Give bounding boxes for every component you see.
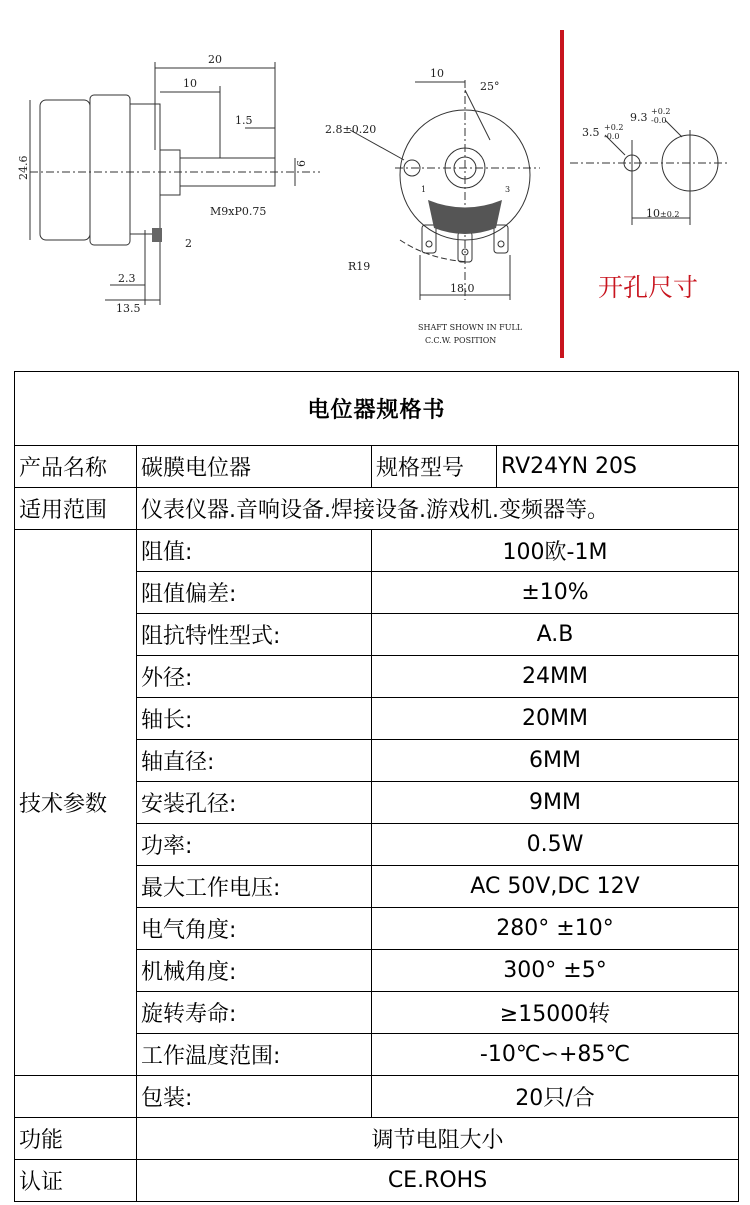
terminal-1-label: 1: [421, 185, 427, 194]
dim-flat: 1.5: [235, 114, 253, 127]
param-value: -10℃∽+85℃: [372, 1034, 739, 1076]
angle-label: 25°: [480, 80, 500, 93]
param-value: 100欧-1M: [372, 530, 739, 572]
param-value: 9MM: [372, 782, 739, 824]
param-value: 300° ±5°: [372, 950, 739, 992]
thread-label: M9xP0.75: [210, 205, 267, 218]
param-value: 24MM: [372, 656, 739, 698]
note-line1: SHAFT SHOWN IN FULL: [418, 323, 523, 332]
usage-row: [15, 488, 739, 530]
spec-title: 电位器规格书: [15, 372, 739, 446]
param-value: ±10%: [372, 572, 739, 614]
usage-label: 适用范围: [15, 488, 137, 530]
cert-row: [15, 1160, 739, 1202]
param-label: 旋转寿命:: [137, 992, 372, 1034]
param-label: 功率:: [137, 824, 372, 866]
param-label: 电气角度:: [137, 908, 372, 950]
param-label: 工作温度范围:: [137, 1034, 372, 1076]
product-name: 碳膜电位器: [137, 446, 372, 488]
param-value: 6MM: [372, 740, 739, 782]
package-empty-cell: [15, 1076, 137, 1118]
function-value: 调节电阻大小: [137, 1118, 739, 1160]
cutout-big-tol-top: +0.2: [651, 107, 671, 116]
param-value: ≥15000转: [372, 992, 739, 1034]
package-row: [15, 1076, 739, 1118]
cutout-small-dim: 3.5: [582, 126, 600, 139]
technical-drawing: [0, 0, 750, 365]
dim-shaft-dia: 6: [295, 160, 308, 167]
dim-2: 2: [185, 237, 192, 250]
terminal-3-label: 3: [505, 185, 511, 194]
cutout-small-tol-bottom: -0.0: [604, 132, 620, 141]
dim-height: 24.6: [17, 155, 30, 180]
title-row: [15, 372, 739, 446]
function-label: 功能: [15, 1118, 137, 1160]
product-name-label: 产品名称: [15, 446, 137, 488]
param-label: 阻值偏差:: [137, 572, 372, 614]
param-value: 20MM: [372, 698, 739, 740]
param-value: A.B: [372, 614, 739, 656]
dim-13-5: 13.5: [116, 302, 141, 315]
param-label: 轴直径:: [137, 740, 372, 782]
radius-label: R19: [348, 260, 371, 273]
model-value: RV24YN 20S: [497, 446, 739, 488]
resistor-track: [428, 200, 502, 234]
width-label: 18.0: [450, 282, 475, 295]
cert-label: 认证: [15, 1160, 137, 1202]
side-body-back: [40, 100, 90, 240]
param-label: 轴长:: [137, 698, 372, 740]
model-label: 规格型号: [372, 446, 497, 488]
drawing-svg: [0, 0, 750, 365]
cutout-small-tol-top: +0.2: [604, 123, 624, 132]
cutout-label: 开孔尺寸: [598, 273, 699, 302]
product-row: [15, 446, 739, 488]
param-label: 阻值:: [137, 530, 372, 572]
hole-label: 2.8±0.20: [325, 123, 377, 136]
spec-table: [14, 371, 739, 1202]
cutout-spacing-dim: 10: [646, 207, 660, 220]
param-label: 最大工作电压:: [137, 866, 372, 908]
dim-2-3: 2.3: [118, 272, 136, 285]
param-label: 安装孔径:: [137, 782, 372, 824]
param-value: 280° ±10°: [372, 908, 739, 950]
usage-value: 仪表仪器.音响设备.焊接设备.游戏机.变频器等。: [137, 488, 739, 530]
side-body-mid: [90, 95, 130, 245]
param-label: 外径:: [137, 656, 372, 698]
cutout-big-dim: 9.3: [630, 111, 648, 124]
dim-length: 20: [208, 53, 222, 66]
note-line2: C.C.W. POSITION: [425, 336, 497, 345]
package-label: 包装:: [137, 1076, 372, 1118]
cutout-big-tol-bottom: -0.0: [651, 116, 667, 125]
function-row: [15, 1118, 739, 1160]
package-value: 20只/合: [372, 1076, 739, 1118]
cert-value: CE.ROHS: [137, 1160, 739, 1202]
cutout-spacing-tol: ±0.2: [660, 210, 680, 219]
param-value: AC 50V,DC 12V: [372, 866, 739, 908]
param-value: 0.5W: [372, 824, 739, 866]
dim-body: 10: [183, 77, 197, 90]
dim-10-front: 10: [430, 67, 444, 80]
param-label: 阻抗特性型式:: [137, 614, 372, 656]
param-row: [15, 530, 739, 572]
tech-label: 技术参数: [15, 530, 137, 1076]
param-label: 机械角度:: [137, 950, 372, 992]
